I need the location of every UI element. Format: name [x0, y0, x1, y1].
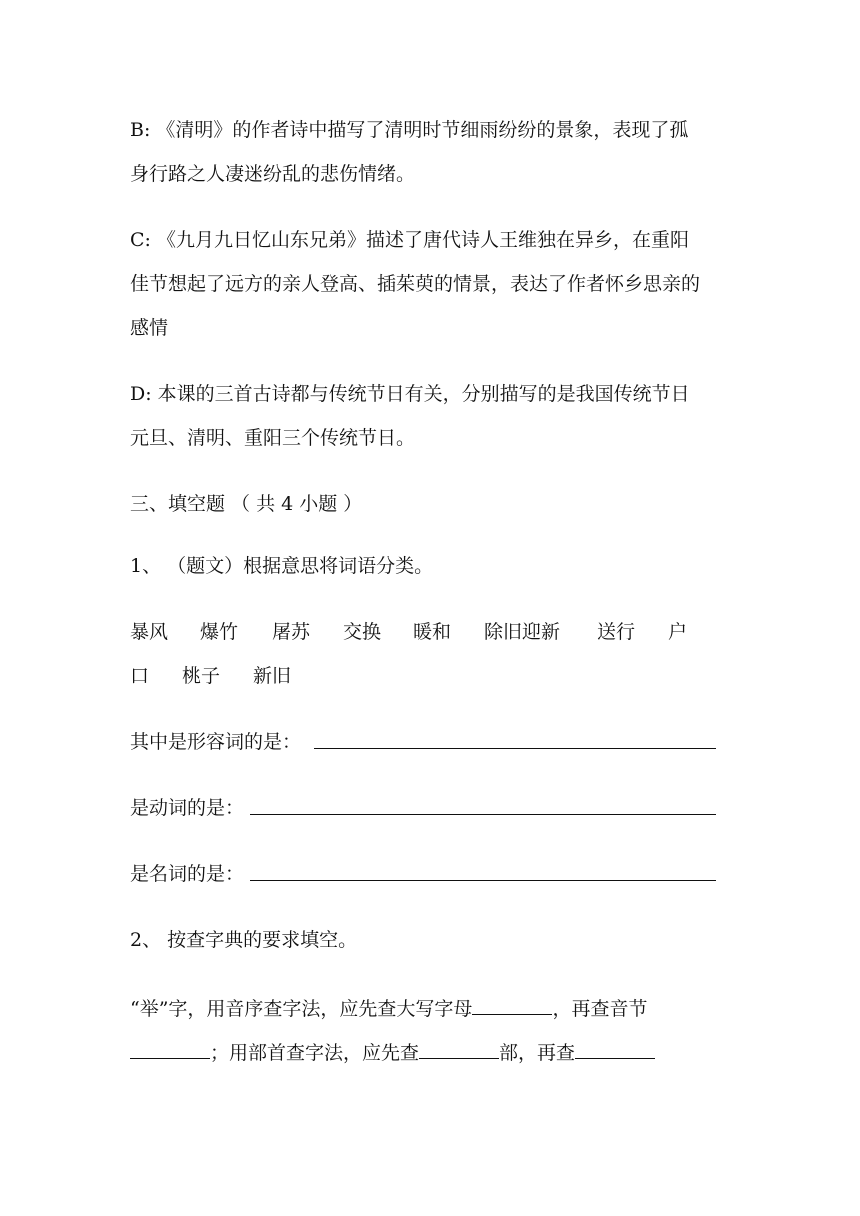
verb-blank[interactable] [250, 794, 716, 815]
question-2-line2 [130, 1038, 655, 1065]
radical-blank[interactable] [419, 1038, 499, 1059]
question-1-prompt: 1、 （题文）根据意思将词语分类。 [130, 555, 434, 577]
word-item: 交换 [343, 621, 382, 643]
word-item: 送行 [597, 621, 636, 643]
section-title: 三、填空题 （ 共 4 小题 ） [130, 493, 363, 515]
option-b-line1: B: 《清明》的作者诗中描写了清明时节细雨纷纷的景象，表现了孤 [130, 119, 689, 141]
question-2-text-a: “举”字，用音序查字法，应先查大写字母 [130, 998, 473, 1020]
word-item: 除旧迎新 [484, 621, 561, 643]
option-c-line2: 佳节想起了远方的亲人登高、插茱萸的情景，表达了作者怀乡思亲的 [130, 273, 701, 295]
word-item: 暖和 [413, 621, 452, 643]
question-2-text-b: ，再查音节 [552, 998, 648, 1020]
word-item: 爆竹 [200, 621, 239, 643]
word-item: 口 [130, 665, 150, 687]
noun-label: 是名词的是： [130, 863, 245, 885]
word-item: 桃子 [182, 665, 221, 687]
word-item: 新旧 [253, 665, 292, 687]
question-2-text-d: 部，再查 [499, 1042, 576, 1064]
noun-blank[interactable] [250, 860, 716, 881]
strokes-blank[interactable] [575, 1038, 655, 1059]
option-d-line2: 元旦、清明、重阳三个传统节日。 [130, 427, 416, 449]
question-2-prompt: 2、 按查字典的要求填空。 [130, 929, 358, 951]
question-2-line1 [130, 994, 647, 1021]
question-2-text-c: ；用部首查字法，应先查 [210, 1042, 420, 1064]
word-item: 屠苏 [272, 621, 311, 643]
word-item: 户 [668, 621, 688, 643]
adjective-blank[interactable] [314, 728, 716, 749]
option-c-line1: C: 《九月九日忆山东兄弟》描述了唐代诗人王维独在异乡，在重阳 [130, 229, 689, 251]
syllable-blank[interactable] [130, 1038, 210, 1059]
initial-letter-blank[interactable] [472, 994, 552, 1015]
option-c-line3: 感情 [130, 317, 169, 339]
option-b-line2: 身行路之人凄迷纷乱的悲伤情绪。 [130, 163, 416, 185]
word-item: 暴风 [130, 621, 169, 643]
verb-label: 是动词的是： [130, 797, 245, 819]
adjective-label: 其中是形容词的是： [130, 731, 302, 753]
option-d-line1: D: 本课的三首古诗都与传统节日有关，分别描写的是我国传统节日 [130, 383, 690, 405]
